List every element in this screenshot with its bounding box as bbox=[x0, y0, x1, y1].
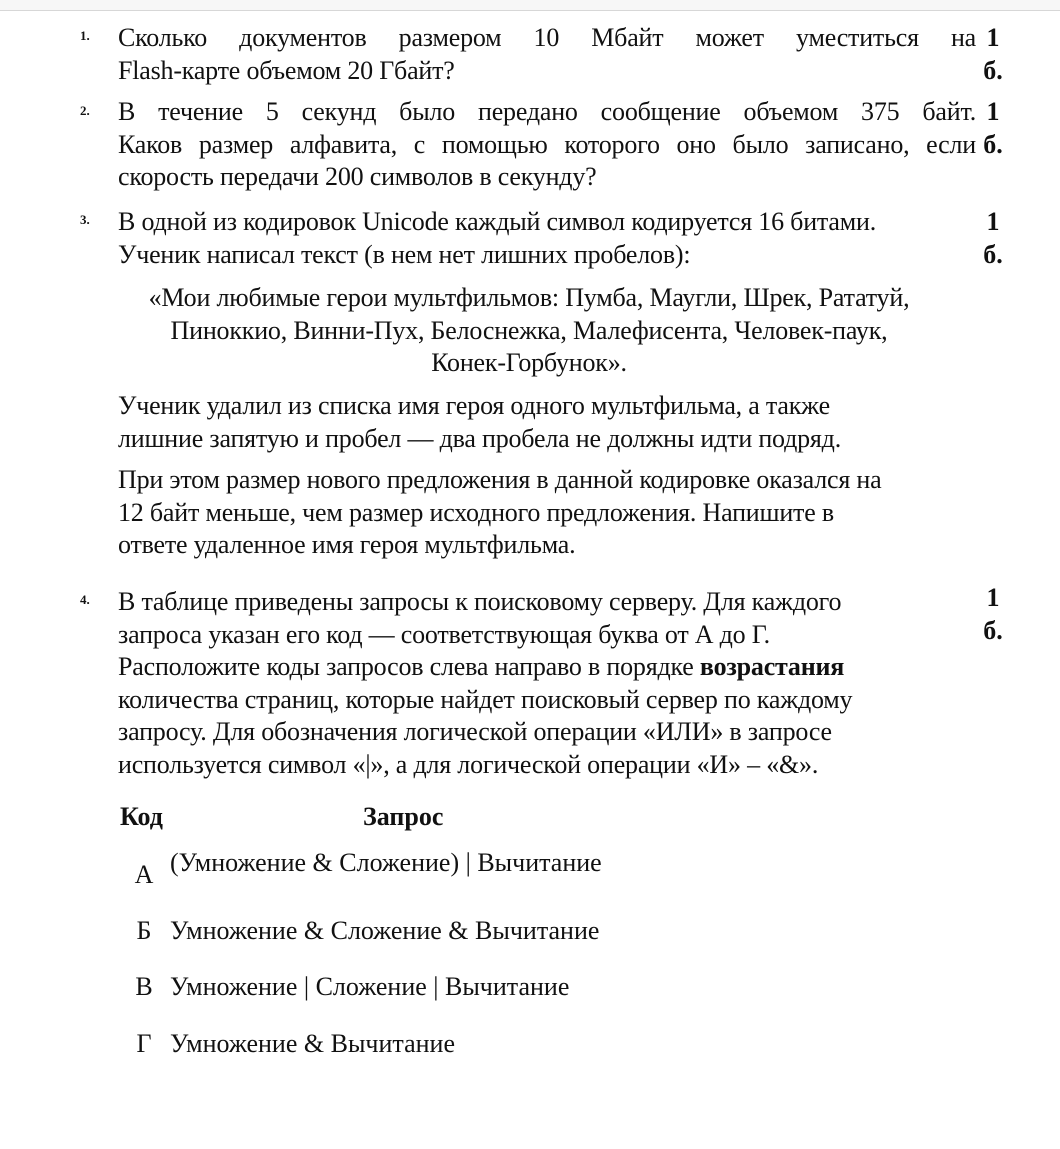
row-code: А bbox=[134, 860, 154, 889]
question-text bbox=[118, 586, 938, 781]
row-query: (Умножение & Сложение) | Вычитание bbox=[170, 848, 602, 877]
emphasis-text: возрастания bbox=[699, 652, 845, 681]
points-badge bbox=[979, 206, 1007, 271]
points-unit: б. bbox=[983, 239, 1003, 269]
question-line: Ученик написал текст (в нем нет лишних пробелов): bbox=[118, 239, 691, 269]
question-line: запросу. Для обозначения логической операции «ИЛИ» в запросе bbox=[118, 717, 832, 746]
question-number: 1. bbox=[80, 28, 90, 43]
question-line: запроса указан его код — соответствующая буква от А до Г. bbox=[118, 619, 770, 649]
question-paragraph bbox=[118, 464, 968, 562]
paragraph-line: При этом размер нового предложения в данной кодировке оказался на bbox=[118, 465, 882, 494]
row-code: Б bbox=[136, 916, 152, 945]
row-query: Умножение & Вычитание bbox=[170, 1029, 455, 1058]
points-value: 1 bbox=[986, 207, 1000, 236]
line-text: Расположите коды запросов слева направо в порядке bbox=[118, 652, 700, 681]
question-line: В одной из кодировок Unicode каждый символ кодируется 16 битами. bbox=[118, 207, 877, 236]
row-code: В bbox=[135, 972, 153, 1001]
quoted-text bbox=[100, 282, 958, 380]
paragraph-line: 12 байт меньше, чем размер исходного предложения. Напишите в bbox=[118, 497, 834, 527]
quote-line: Пиноккио, Винни-Пух, Белоснежка, Малефисента, Человек-паук, bbox=[170, 315, 888, 345]
question-line bbox=[118, 651, 938, 684]
question-line: Каков размер алфавита, с помощью которого оно было записано, если bbox=[118, 129, 976, 159]
question-text bbox=[118, 206, 958, 271]
row-code: Г bbox=[136, 1029, 152, 1058]
paragraph-line: Ученик удалил из списка имя героя одного мультфильма, а также bbox=[118, 391, 830, 420]
question-number: 4. bbox=[80, 592, 90, 607]
table-header-query: Запрос bbox=[363, 802, 444, 831]
quote-line: «Мои любимые герои мультфильмов: Пумба, Маугли, Шрек, Рататуй, bbox=[148, 283, 910, 312]
points-unit: б. bbox=[983, 615, 1003, 645]
question-line: Сколько документов размером 10 Мбайт может уместиться на bbox=[118, 23, 976, 52]
points-unit: б. bbox=[983, 129, 1003, 159]
question-line: В течение 5 секунд было передано сообщение объемом 375 байт. bbox=[118, 97, 976, 126]
quote-line: Конек-Горбунок». bbox=[431, 348, 627, 377]
question-line: количества страниц, которые найдет поисковый сервер по каждому bbox=[118, 684, 853, 714]
paragraph-line: ответе удаленное имя героя мультфильма. bbox=[118, 530, 576, 559]
points-badge bbox=[979, 582, 1007, 647]
points-badge bbox=[979, 22, 1007, 87]
question-line: В таблице приведены запросы к поисковому серверу. Для каждого bbox=[118, 587, 842, 616]
question-text bbox=[118, 22, 976, 87]
points-value: 1 bbox=[986, 23, 1000, 52]
points-value: 1 bbox=[986, 97, 1000, 126]
row-query: Умножение & Сложение & Вычитание bbox=[170, 916, 600, 945]
table-header-code: Код bbox=[120, 802, 163, 831]
question-number: 3. bbox=[80, 212, 90, 227]
row-query: Умножение | Сложение | Вычитание bbox=[170, 972, 570, 1001]
question-text bbox=[118, 96, 976, 194]
question-line: Flash-карте объемом 20 Гбайт? bbox=[118, 55, 455, 85]
question-paragraph bbox=[118, 390, 968, 455]
paragraph-line: лишние запятую и пробел — два пробела не должны идти подряд. bbox=[118, 423, 842, 453]
points-value: 1 bbox=[986, 583, 1000, 612]
points-unit: б. bbox=[983, 55, 1003, 85]
points-badge bbox=[979, 96, 1007, 161]
question-line: скорость передачи 200 символов в секунду? bbox=[118, 162, 597, 191]
question-line: используется символ «|», а для логической операции «И» – «&». bbox=[118, 749, 819, 779]
question-number: 2. bbox=[80, 103, 90, 118]
page-top-edge bbox=[0, 0, 1060, 11]
